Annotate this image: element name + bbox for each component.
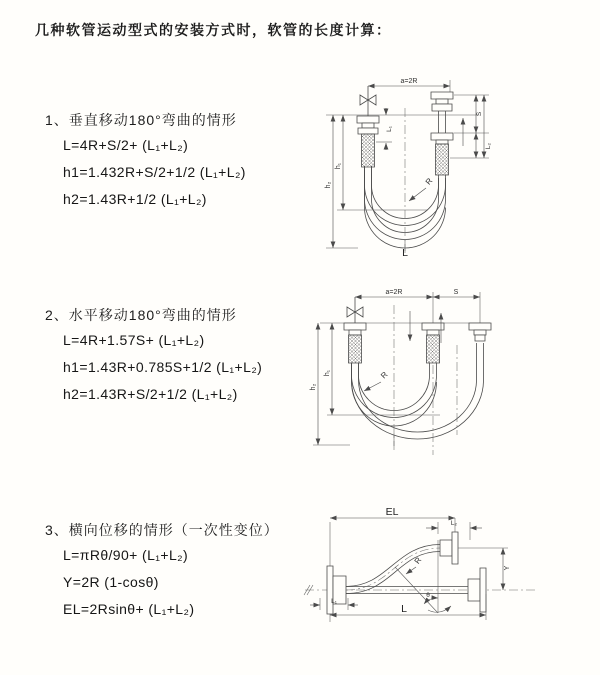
braided-section	[436, 144, 449, 175]
section-3-heading: 3、横向位移的情形（一次性变位）	[45, 522, 279, 538]
formula-line: Y=2R (1-cosθ)	[63, 574, 159, 590]
left-flange	[327, 566, 346, 614]
right-fitting	[431, 92, 453, 175]
radius-callout	[406, 555, 423, 574]
l2-label: L₂	[485, 142, 492, 150]
l-label: L	[402, 247, 408, 259]
span-label: a=2R	[400, 78, 418, 85]
page-title: 几种软管运动型式的安装方式时，软管的长度计算：	[35, 22, 392, 38]
dimension-stroke	[450, 95, 492, 158]
section-1-heading: 1、垂直移动180°弯曲的情形	[45, 112, 237, 128]
formula-line: L=πRθ/90+ (L₁+L₂)	[63, 547, 189, 563]
formula-line: L=4R+1.57S+ (L₁+L₂)	[63, 332, 205, 348]
formula-line: h2=1.43R+S/2+1/2 (L₁+L₂)	[63, 386, 238, 402]
stroke-label: S	[453, 289, 459, 296]
valve-icon	[360, 86, 376, 116]
left-fitting	[344, 323, 366, 363]
h1-label: h₁	[335, 162, 342, 170]
h2-label: h₂	[325, 181, 332, 189]
radius-callout	[364, 370, 390, 391]
r-label: R	[379, 370, 390, 381]
dimension-heights	[310, 323, 440, 445]
dimension-l1	[310, 598, 358, 610]
dimension-span	[355, 289, 480, 323]
span-label: a=2R	[385, 289, 403, 296]
l1-label: L₁	[331, 598, 337, 605]
y-label: Y	[504, 565, 511, 571]
dimension-el	[330, 506, 455, 622]
r-label: R	[412, 555, 424, 566]
l-label: L	[401, 603, 407, 615]
dimension-l	[330, 594, 486, 620]
diagram-vertical-180	[310, 70, 530, 260]
right-fitting	[469, 323, 491, 341]
formula-line: h1=1.43R+0.785S+1/2 (L₁+L₂)	[63, 359, 263, 375]
theta-label: θ	[426, 592, 430, 599]
braided-section	[362, 134, 375, 167]
l1-label: L₁	[386, 126, 393, 132]
formula-line: h2=1.43R+1/2 (L₁+L₂)	[63, 191, 207, 207]
h2-label: h₂	[310, 383, 317, 391]
dimension-span	[368, 78, 450, 92]
dimension-l	[402, 240, 408, 259]
h1-label: h₁	[324, 369, 331, 377]
formula-line: h1=1.432R+S/2+1/2 (L₁+L₂)	[63, 164, 246, 180]
diagram-horizontal-180	[310, 285, 540, 465]
dimension-l1	[376, 108, 393, 150]
el-label: EL	[385, 506, 399, 518]
formula-line: L=4R+S/2+ (L₁+L₂)	[63, 137, 189, 153]
valve-icon	[347, 297, 363, 323]
section-2-heading: 2、水平移动180°弯曲的情形	[45, 307, 237, 323]
hose-u-bend	[352, 343, 484, 439]
s-label: S	[476, 111, 483, 117]
left-fitting	[357, 116, 379, 167]
formula-line: EL=2Rsinθ+ (L₁+L₂)	[63, 601, 195, 617]
r-label: R	[423, 176, 435, 187]
radius-callout	[409, 176, 435, 201]
diagram-lateral-displacement	[300, 500, 560, 660]
hose-displaced-position	[346, 532, 458, 594]
l2-label: L₂	[450, 520, 458, 527]
